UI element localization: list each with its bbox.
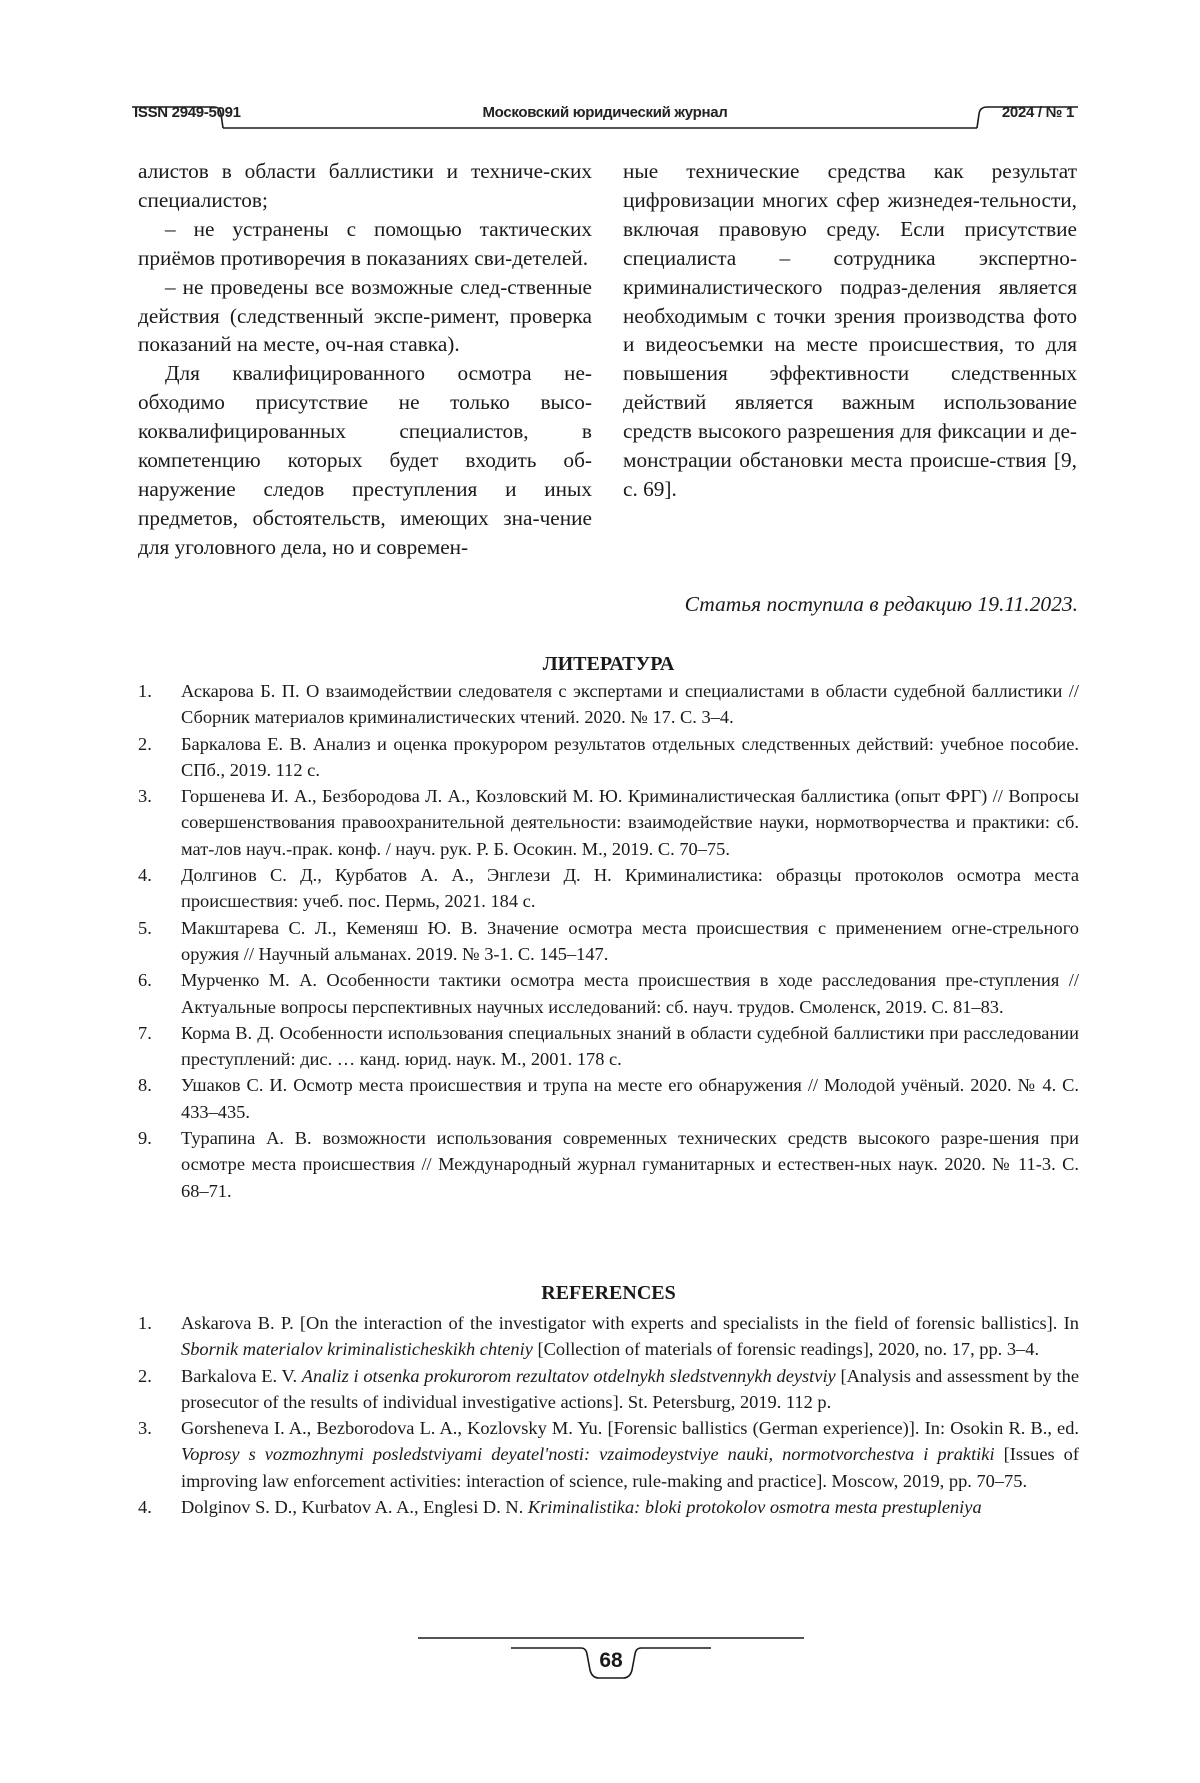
references-list: [138, 1310, 1079, 1520]
journal-title: Московский юридический журнал: [482, 104, 728, 121]
list-item: [138, 967, 1079, 1020]
list-item: [138, 783, 1079, 862]
list-item: [138, 678, 1079, 731]
item-number: 1.: [138, 681, 152, 701]
ref-text: Gorsheneva I. A., Bezborodova L. A., Kozlovsky M. Yu. [Forensic ballistics (German experience)]. In: Osokin R. B., ed.: [181, 1418, 1079, 1439]
paragraph: алистов в области баллистики и техниче-ских специалистов;: [138, 159, 592, 212]
paragraph: ные технические средства как результат цифровизации многих сфер жизнедея-тельности, включая правовую среду. Если присутствие специалиста – сотрудника экспертно-криминалистического подраз-деления является необходимым с точки зрения производства фото и видеосъемки на месте происшествия, то для повышения эффективности следственных действий является важным использование средств высокого разрешения для фиксации и де-монстрации обстановки места происше-ствия [9, с. 69].: [623, 159, 1077, 501]
ref-text: Barkalova E. V.: [181, 1365, 302, 1386]
item-number: 3.: [138, 1418, 152, 1439]
list-item: [138, 862, 1079, 915]
list-item: [138, 1310, 1079, 1363]
item-number: 4.: [138, 865, 152, 886]
list-item: [138, 731, 1079, 784]
literature-heading: ЛИТЕРАТУРА: [542, 653, 675, 675]
item-number: 7.: [138, 1022, 152, 1043]
list-item: [138, 1125, 1079, 1204]
item-number: 2.: [138, 1365, 152, 1386]
item-text: Горшенева И. А., Безбородова Л. А., Козловский М. Ю. Криминалистическая баллистика (опыт ФРГ) // Вопросы совершенствования правоохранительной деятельности: взаимодействие науки, нормотворчества и практики: сб. мат-лов науч.-прак. конф. / науч. рук. Р. Б. Осокин. М., 2019. С. 70–75.: [181, 786, 1079, 859]
issn: ISSN 2949-5091: [134, 104, 241, 121]
item-number: 9.: [138, 1128, 152, 1149]
page-footer: [418, 1626, 804, 1696]
ref-title-italic: Sbornik materialov kriminalisticheskikh chteniy: [181, 1339, 533, 1360]
item-text: Мурченко М. А. Особенности тактики осмотра места происшествия в ходе расследования пре-ступления // Актуальные вопросы перспективных научных исследований: сб. науч. трудов. Смоленск, 2019. С. 81–83.: [181, 970, 1079, 1017]
item-text: Долгинов С. Д., Курбатов А. А., Энглези Д. Н. Криминалистика: образцы протоколов осмотра места происшествия: учеб. пос. Пермь, 2021. 184 с.: [181, 865, 1079, 912]
item-text: Турапина А. В. возможности использования современных технических средств высокого разре-шения при осмотре места происшествия // Международный журнал гуманитарных и естествен-ных наук. 2020. № 11-3. С. 68–71.: [181, 1128, 1079, 1201]
item-number: 6.: [138, 970, 152, 991]
item-text: Макштарева С. Л., Кеменяш Ю. В. Значение осмотра места происшествия с применением огне-стрельного оружия // Научный альманах. 2019. № 3-1. С. 145–147.: [181, 917, 1079, 964]
item-number: 1.: [138, 1313, 152, 1333]
ref-title-italic: Analiz i otsenka prokurorom rezultatov otdelnykh sledstvennykh deystviy: [301, 1365, 836, 1386]
list-item: [138, 915, 1079, 968]
item-text: [181, 1415, 1079, 1494]
item-number: 5.: [138, 917, 152, 938]
paragraph: – не устранены с помощью тактических приёмов противоречия в показаниях сви-детелей.: [138, 216, 592, 270]
item-text: [181, 1310, 1079, 1363]
item-text: Ушаков С. И. Осмотр места происшествия и трупа на месте его обнаружения // Молодой учёный. 2020. № 4. С. 433–435.: [181, 1075, 1079, 1122]
left-column: [138, 157, 592, 562]
ref-text: [Issues of improving law enforcement activities: interaction of science, rule-making and practice]. Moscow, 2019, pp. 70–75.: [181, 1444, 1079, 1491]
list-item: [138, 1020, 1079, 1073]
item-text: [181, 1363, 1079, 1416]
paragraph: – не проведены все возможные след-ственные действия (следственный экспе-римент, проверка показаний на месте, оч-ная ставка).: [138, 274, 592, 357]
running-header: [132, 92, 1078, 136]
ref-text: [Analysis and assessment by the prosecutor of the results of individual investigative actions]. St. Petersburg, 2019. 112 p.: [181, 1365, 1080, 1412]
ref-title-italic: Voprosy s vozmozhnymi posledstviyami deyatel'nosti: vzaimodeystviye nauki, normotvorchestva i praktiki: [181, 1444, 995, 1465]
ref-title-italic: Kriminalistika: bloki protokolov osmotra mesta prestupleniya: [527, 1497, 982, 1518]
ref-text: [Collection of materials of forensic readings], 2020, no. 17, pp. 3–4.: [532, 1339, 1040, 1360]
list-item: [138, 1415, 1079, 1494]
item-number: 2.: [138, 733, 152, 754]
list-item: [138, 1494, 1079, 1520]
list-item: [138, 1072, 1079, 1125]
literature-list: [138, 678, 1079, 1204]
list-item: [138, 1363, 1079, 1416]
ref-text: Dolginov S. D., Kurbatov A. A., Englesi D. N.: [181, 1497, 528, 1518]
item-number: 8.: [138, 1075, 152, 1096]
item-number: 4.: [138, 1497, 152, 1518]
issue-number: 2024 / № 1: [1001, 104, 1074, 121]
item-number: 3.: [138, 786, 152, 807]
page-number: 68: [599, 1649, 623, 1672]
item-text: Корма В. Д. Особенности использования специальных знаний в области судебной баллистики при расследовании преступлений: дис. … канд. юрид. наук. М., 2001. 178 с.: [181, 1022, 1079, 1070]
references-heading: REFERENCES: [541, 1282, 676, 1304]
paragraph: Для квалифицированного осмотра не-обходимо присутствие не только высо-коквалифицированных специалистов, в компетенцию которых будет входить об-наружение следов преступления и иных предметов, обстоятельств, имеющих зна-чение для уголовного дела, но и современ-: [138, 361, 592, 559]
item-text: [181, 1494, 1079, 1520]
item-text: Баркалова Е. В. Анализ и оценка прокурором результатов отдельных следственных действий: учебное пособие. СПб., 2019. 112 с.: [181, 733, 1079, 780]
received-date-note: Статья поступила в редакцию 19.11.2023.: [684, 592, 1078, 616]
ref-text: Askarova B. P. [On the interaction of the investigator with experts and specialists in the field of forensic ballistics]. In: [181, 1313, 1079, 1333]
right-column: [623, 157, 1077, 504]
item-text: Аскарова Б. П. О взаимодействии следователя с экспертами и специалистами в области судебной баллистики // Сборник материалов криминалистических чтений. 2020. № 17. С. 3–4.: [181, 681, 1079, 728]
